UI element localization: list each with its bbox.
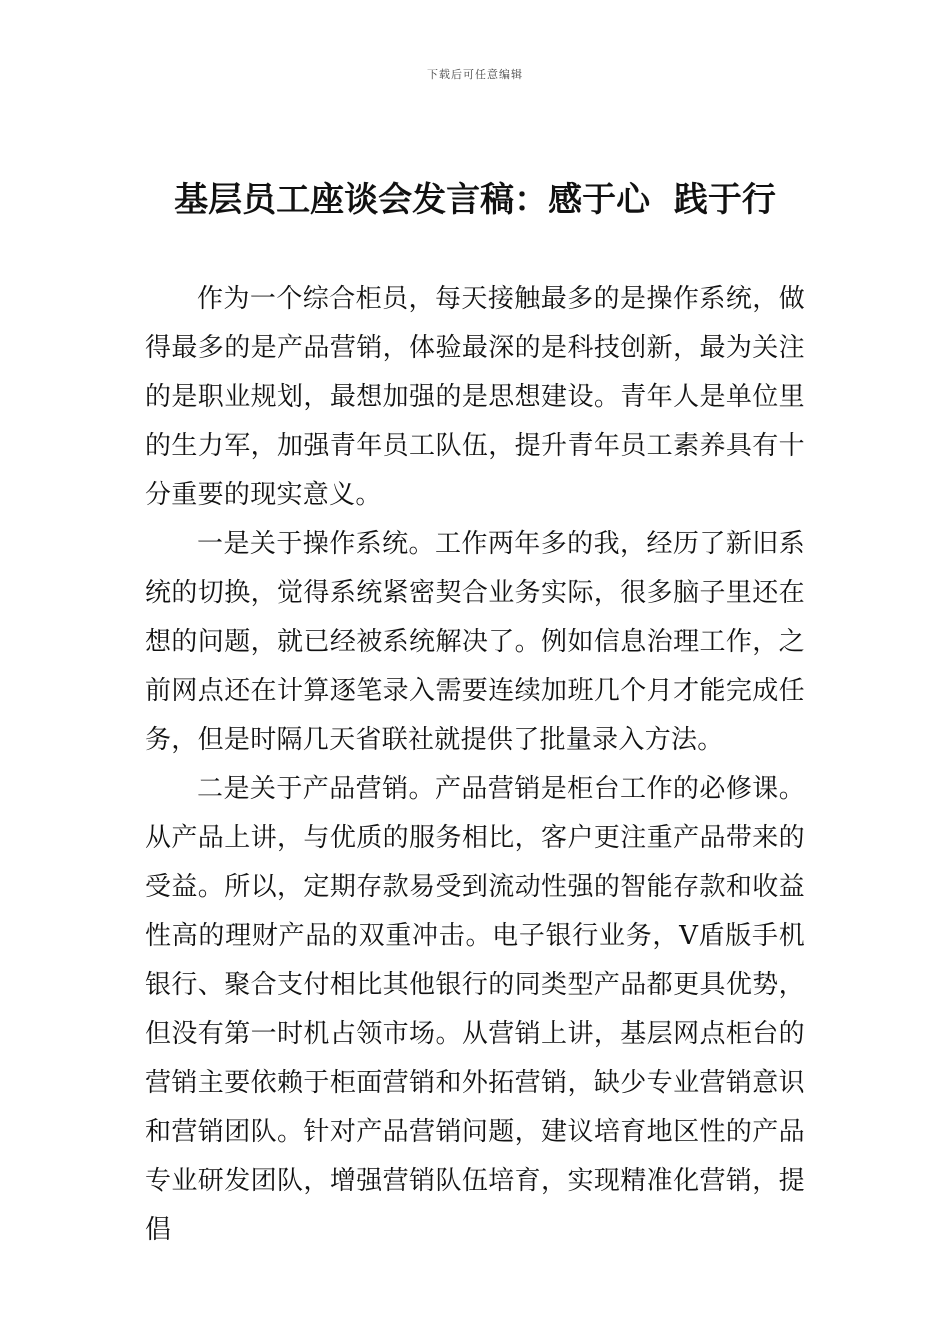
paragraph-operating-system: 一是关于操作系统。工作两年多的我，经历了新旧系统的切换，觉得系统紧密契合业务实际，很多脑子里还在想的问题，就已经被系统解决了。例如信息治理工作，之前网点还在计算逐笔录入需要连续加班几个月才能完成任务，但是时隔几天省联社就提供了批量录入方法。	[145, 529, 805, 755]
document-title: 基层员工座谈会发言稿：感于心 践于行	[174, 180, 776, 220]
paragraph-product-marketing: 二是关于产品营销。产品营销是柜台工作的必修课。从产品上讲，与优质的服务相比，客户更注重产品带来的受益。所以，定期存款易受到流动性强的智能存款和收益性高的理财产品的双重冲击。电子银行业务，V盾版手机银行、聚合支付相比其他银行的同类型产品都更具优势，但没有第一时机占领市场。从营销上讲，基层网点柜台的营销主要依赖于柜面营销和外拓营销，缺少专业营销意识和营销团队。针对产品营销问题，建议培育地区性的产品专业研发团队，增强营销队伍培育，实现精准化营销，提倡	[145, 774, 805, 1245]
paragraph-intro: 作为一个综合柜员，每天接触最多的是操作系统，做得最多的是产品营销，体验最深的是科技创新，最为关注的是职业规划，最想加强的是思想建设。青年人是单位里的生力军，加强青年员工队伍，提升青年员工素养具有十分重要的现实意义。	[145, 284, 805, 510]
header-note: 下载后可任意编辑	[427, 68, 523, 81]
document-body	[145, 275, 805, 1255]
